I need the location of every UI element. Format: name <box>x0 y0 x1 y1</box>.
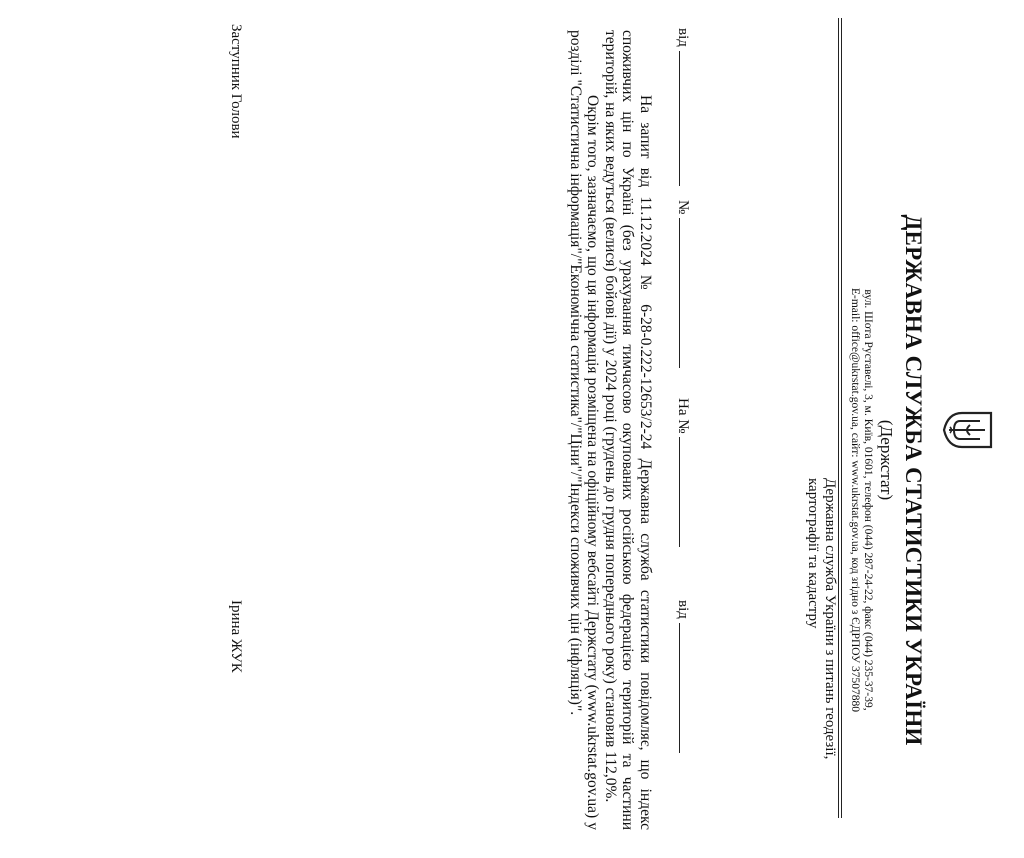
number-label: № <box>675 200 691 215</box>
coat-of-arms-icon <box>942 410 994 450</box>
number-blank <box>679 218 694 368</box>
agency-short-name: (Держстат) <box>877 419 896 501</box>
agency-address <box>848 60 874 858</box>
reply-to-label: На № <box>675 398 691 434</box>
signer-position: Заступник Голови <box>228 24 244 139</box>
registration-number <box>674 200 694 368</box>
body-paragraph-2: Окрім того, зазначаємо, що ця інформація розміщена на офіційному вебсайті Держстату (www.ukrstat.gov.ua) у розділі "Статистична інформація"/"Економічна статистика"/"Ціни"/"Індекси споживчих цін (інфляція)". <box>566 30 602 830</box>
reply-from-date <box>674 600 694 753</box>
letter-body <box>566 30 654 830</box>
address-line-2: E-mail: office@ukrstat.gov.ua, сайт: www.ukrstat.gov.ua, код згідно з ЄДРПОУ 37507880 <box>849 288 861 712</box>
registration-from <box>674 28 694 186</box>
date-blank <box>679 51 694 186</box>
body-paragraph-1: На запит від 11.12.2024 № 6-28-0.222-12653/2-24 Державна служба статистики повідомляє, що індекс споживчих цін по Україні (без урахування тимчасово окупованих російською федерацією територій та частини територій, на яких ведуться (велися) бойові дії) у 2024 році (грудень до грудня попереднього року) становив 112,0%. <box>601 30 654 830</box>
header-rule-bottom <box>838 18 839 818</box>
agency-name: ДЕРЖАВНА СЛУЖБА СТАТИСТИКИ УКРАЇНИ <box>901 214 926 746</box>
reply-to-number <box>674 398 694 547</box>
recipient-address: Державна служба України з питань геодезії, картографії та кадастру <box>805 478 838 760</box>
address-line-1: вул. Шота Руставелі, 3, м. Київ, 01601, телефон (044) 287-24-22, факс (044) 235-37-39, <box>862 289 874 711</box>
reply-number-blank <box>679 437 694 547</box>
signer-name: Ірина ЖУК <box>228 600 244 673</box>
reply-from-label: від <box>675 600 691 619</box>
reply-date-blank <box>679 623 694 753</box>
from-label: від <box>675 28 691 47</box>
header-rule-top <box>841 18 842 818</box>
